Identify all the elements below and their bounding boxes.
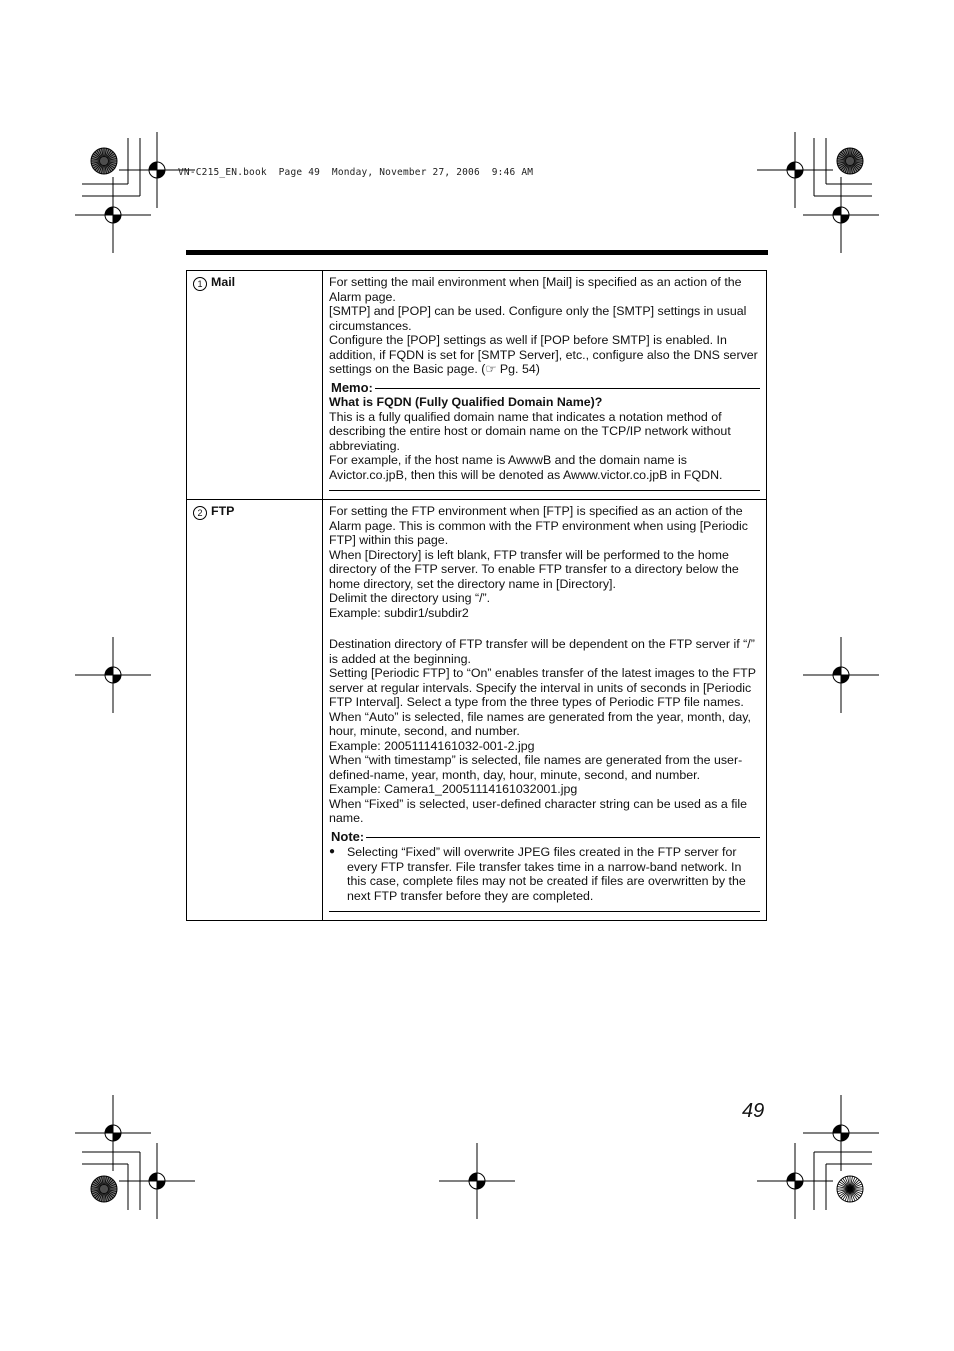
item-number-badge: 2 (193, 506, 207, 520)
book-file-info: VN-C215_EN.book Page 49 Monday, November 27, 2006 9:46 AM (178, 167, 534, 178)
term-label: Mail (211, 275, 236, 289)
paragraph: Setting [Periodic FTP] to “On” enables transfer of the latest images to the FTP server at regular intervals. Specify the interval in units of seconds in [Periodic FTP Interval]. Select a type from the three types of Periodic FTP file names. When “Auto” is selected, file names are generated from the year, month, day, hour, minute, second, and number. (329, 666, 756, 738)
example-line: Example: 20051114161032-001-2.jpg (329, 738, 535, 753)
term-label: FTP (211, 504, 235, 518)
note-label: Note (331, 828, 360, 844)
table-row-mail (187, 271, 767, 500)
paragraph: For setting the mail environment when [Mail] is specified as an action of the Alarm page. (329, 275, 742, 304)
paragraph: For setting the FTP environment when [FTP] is specified as an action of the Alarm page. This is common with the FTP environment when using [Periodic FTP] within this page. (329, 504, 748, 547)
paragraph: Configure the [POP] settings as well if [POP before SMTP] is enabled. In addition, if FQDN is set for [SMTP Server], etc., configure also the DNS server settings on the Basic page. (☞ Pg. 54) (329, 333, 758, 376)
bullet-icon: ● (329, 846, 336, 857)
example-line: Example: Camera1_20051114161032001.jpg (329, 782, 578, 796)
settings-table (186, 270, 767, 921)
paragraph: Delimit the directory using “/”. (329, 591, 491, 605)
paragraph: Destination directory of FTP transfer will be dependent on the FTP server if “/” is added at the beginning. (329, 637, 755, 666)
description-cell (323, 500, 767, 921)
note-colon: : (359, 829, 365, 844)
paragraph: This is a fully qualified domain name that indicates a notation method of describing the entire host or domain name on the TCP/IP network without abbreviating. (329, 409, 731, 453)
paragraph: When “with timestamp” is selected, file names are generated from the user-defined-name, year, month, day, hour, minute, second, and number. (329, 753, 743, 782)
note-header (329, 830, 760, 845)
paragraph: When “Fixed” is selected, user-defined character string can be used as a file name. (329, 796, 748, 825)
note-text: Selecting “Fixed” will overwrite JPEG files created in the FTP server for every FTP transfer. File transfer takes time in a narrow-band network. In this case, complete files may not be created if files are overwritten by the next FTP transfer before they are completed. (347, 845, 746, 903)
memo-rule (375, 388, 760, 389)
term-cell (187, 271, 323, 500)
example-line: Example: subdir1/subdir2 (329, 605, 469, 620)
paragraph: When [Directory] is left blank, FTP transfer will be performed to the home directory of the FTP server. To enable FTP transfer to a directory below the home directory, set the directory name in [Directory]. (329, 547, 739, 591)
table-row-ftp (187, 500, 767, 921)
memo-header (329, 381, 760, 396)
memo-title: What is FQDN (Fully Qualified Domain Name)? (329, 395, 603, 409)
description-cell (323, 271, 767, 500)
page-number: 49 (742, 1100, 765, 1122)
header-rule (186, 250, 768, 255)
note-end-rule (329, 911, 760, 912)
paragraph: [SMTP] and [POP] can be used. Configure only the [SMTP] settings in usual circumstances. (329, 304, 747, 333)
note-rule (366, 837, 760, 838)
memo-end-rule (329, 490, 760, 491)
paragraph: For example, if the host name is AwwwB and the domain name is Avictor.co.jpB, then this will be denoted as Awww.victor.co.jpB in FQDN. (329, 453, 723, 482)
term-cell (187, 500, 323, 921)
memo-label: Memo (331, 379, 369, 395)
note-bullet-item (329, 845, 760, 903)
item-number-badge: 1 (193, 277, 207, 291)
memo-colon: : (368, 380, 373, 395)
